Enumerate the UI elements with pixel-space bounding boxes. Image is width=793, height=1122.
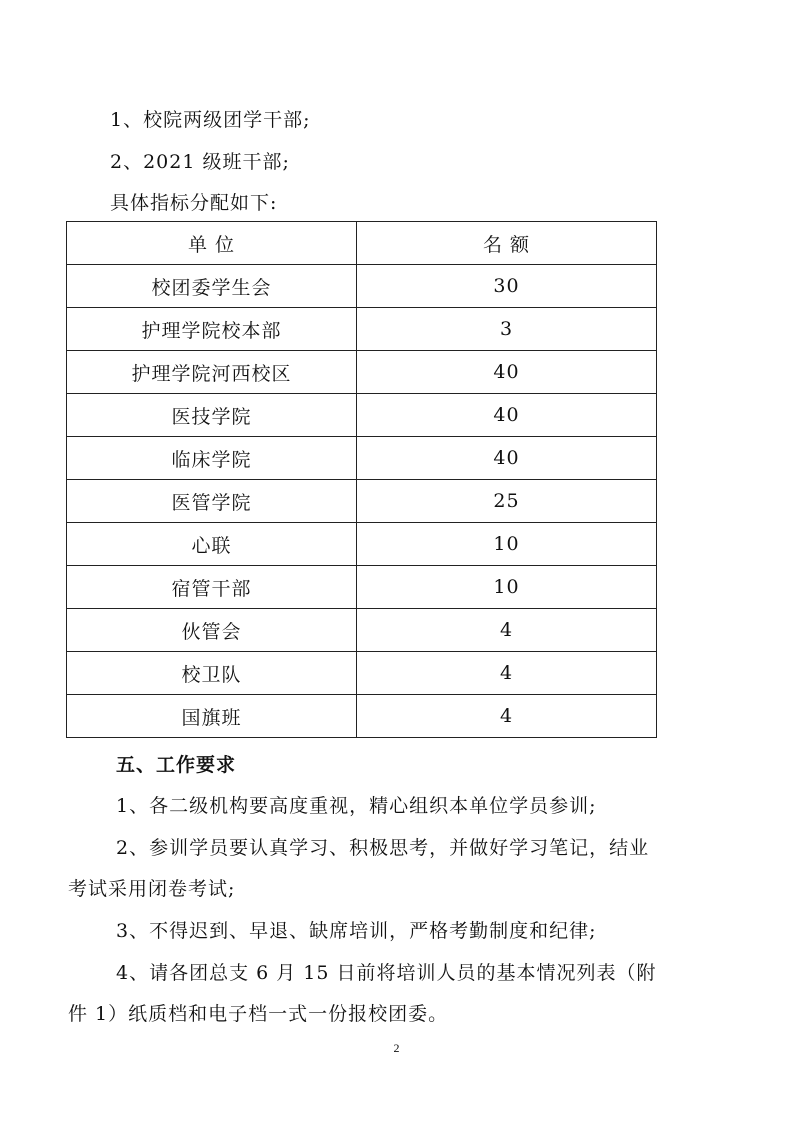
quota-cell: 4 <box>357 695 657 738</box>
table-row <box>67 523 657 566</box>
requirement-4-line-1: 4、请各团总支 6 月 15 日前将培训人员的基本情况列表（附 <box>116 962 657 984</box>
section-heading: 五、工作要求 <box>116 754 237 776</box>
quota-cell: 30 <box>357 265 657 308</box>
table-row <box>67 609 657 652</box>
quota-cell: 3 <box>357 308 657 351</box>
unit-cell: 宿管干部 <box>67 566 357 609</box>
quota-cell: 4 <box>357 652 657 695</box>
unit-cell: 医技学院 <box>67 394 357 437</box>
quota-cell: 25 <box>357 480 657 523</box>
intro-line-3: 具体指标分配如下: <box>110 192 278 214</box>
header-quota: 名 额 <box>357 222 657 265</box>
requirement-1: 1、各二级机构要高度重视，精心组织本单位学员参训; <box>116 795 597 817</box>
table-row <box>67 566 657 609</box>
requirement-4-line-2: 件 1）纸质档和电子档一式一份报校团委。 <box>68 1003 449 1025</box>
quota-cell: 10 <box>357 523 657 566</box>
unit-cell: 国旗班 <box>67 695 357 738</box>
quota-cell: 40 <box>357 351 657 394</box>
table-row <box>67 695 657 738</box>
table-row <box>67 652 657 695</box>
table-row <box>67 480 657 523</box>
table-row <box>67 265 657 308</box>
unit-cell: 校卫队 <box>67 652 357 695</box>
quota-cell: 10 <box>357 566 657 609</box>
requirement-3: 3、不得迟到、早退、缺席培训，严格考勤制度和纪律; <box>116 920 597 942</box>
intro-line-2: 2、2021 级班干部; <box>110 151 290 173</box>
unit-cell: 护理学院河西校区 <box>67 351 357 394</box>
unit-cell: 心联 <box>67 523 357 566</box>
table-row <box>67 437 657 480</box>
quota-cell: 40 <box>357 437 657 480</box>
unit-cell: 医管学院 <box>67 480 357 523</box>
page-number: 2 <box>393 1041 400 1055</box>
requirement-2-line-2: 考试采用闭卷考试; <box>68 878 236 900</box>
quota-cell: 40 <box>357 394 657 437</box>
unit-cell: 校团委学生会 <box>67 265 357 308</box>
table-header-row <box>67 222 657 265</box>
unit-cell: 临床学院 <box>67 437 357 480</box>
quota-cell: 4 <box>357 609 657 652</box>
table-row <box>67 351 657 394</box>
header-unit: 单 位 <box>67 222 357 265</box>
table-row <box>67 308 657 351</box>
unit-cell: 护理学院校本部 <box>67 308 357 351</box>
table-row <box>67 394 657 437</box>
intro-line-1: 1、校院两级团学干部; <box>110 109 311 131</box>
requirement-2-line-1: 2、参训学员要认真学习、积极思考，并做好学习笔记，结业 <box>116 837 650 859</box>
unit-cell: 伙管会 <box>67 609 357 652</box>
quota-table <box>66 221 657 738</box>
